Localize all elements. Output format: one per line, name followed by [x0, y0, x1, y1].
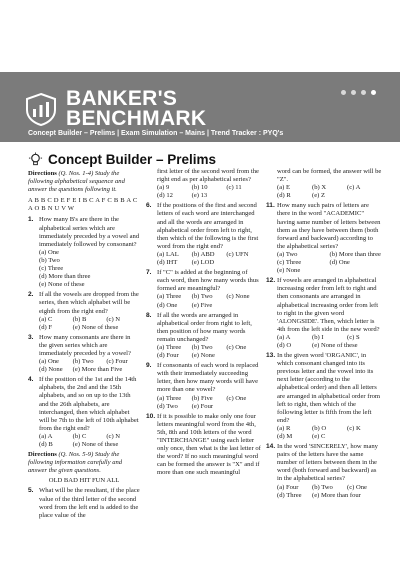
option: (d) IHT — [157, 259, 178, 267]
question-10 — [146, 413, 261, 478]
option: (a) R — [277, 424, 291, 432]
option: (c) N — [106, 315, 121, 323]
brand-title-line1: BANKER'S — [66, 87, 178, 110]
option: (d) One — [157, 301, 178, 309]
dot — [351, 90, 356, 95]
option: (e) Five — [191, 301, 213, 309]
question-text: If all the words are arranged in alphabetical order from right to left, then position of how many words remain unchanged? — [157, 311, 252, 343]
question-text: If vowels are arranged in alphabetical increasing order from left to right and then consonants are arranged in alphabetical increasing order from left to right in the given word 'ALONGSIDE'. Then, which letter is 4th from the left side in the new word? — [277, 277, 380, 333]
option: (e) None of these — [72, 441, 119, 448]
question-number: 14. — [266, 443, 276, 451]
option: (b) Two — [191, 343, 213, 351]
question-number: 10. — [146, 412, 156, 420]
column-1 — [28, 170, 140, 520]
option: (d) 12 — [157, 192, 173, 200]
question-text: If consonants of each word is replaced with their immediately succeeding letter, then how many words will have more than one vowel? — [157, 362, 259, 394]
question-2 — [28, 291, 140, 331]
question-number: 4. — [28, 376, 34, 384]
question-number: 13. — [266, 352, 276, 360]
option: (d) More than three — [39, 273, 91, 281]
question-5-continued — [146, 168, 261, 200]
option: (a) Two — [277, 250, 298, 258]
option: (d) Four — [157, 352, 179, 360]
option: (c) 11 — [226, 184, 242, 192]
option: (b) ABD — [191, 250, 215, 258]
option: (d) B — [39, 441, 53, 448]
dot — [361, 90, 366, 95]
option: (b) Two — [72, 358, 94, 366]
question-number: 1. — [28, 216, 34, 224]
option: (b) Two — [191, 293, 213, 301]
question-11 — [266, 202, 382, 275]
tagline: Concept Builder – Prelims | Exam Simulation – Mains | Trend Tracker : PYQ's — [28, 130, 284, 137]
question-number: 3. — [28, 333, 34, 341]
option: (e) 13 — [191, 192, 208, 200]
option: (c) A — [347, 184, 361, 192]
question-13 — [266, 352, 382, 441]
option: (e) Four — [191, 402, 214, 410]
question-number: 5. — [28, 487, 34, 495]
option: (a) One — [39, 248, 59, 256]
option: (b) C — [72, 432, 87, 440]
question-text: What will be the resultant, if the place value of the third letter of the second word from the left end is added to the place value of the — [39, 487, 140, 519]
question-6 — [146, 202, 261, 267]
option: (b) B — [72, 315, 87, 323]
question-7 — [146, 269, 261, 309]
option: (b) X — [312, 184, 327, 192]
alphabet-sequence: A B B C D E F E I B C A F C B B A C A O B N U V W — [28, 197, 138, 213]
directions-2 — [28, 451, 140, 475]
section-title: Concept Builder – Prelims — [48, 152, 217, 167]
option: (c) UFN — [226, 250, 249, 258]
option: (a) Three — [157, 293, 182, 301]
section-heading — [28, 152, 216, 167]
question-number: 2. — [28, 291, 34, 299]
question-9 — [146, 362, 261, 411]
option: (b) I — [312, 333, 324, 341]
column-3 — [266, 168, 382, 500]
option: (e) Z — [312, 192, 325, 200]
question-text: word can be formed, the answer will be "Z". — [277, 168, 382, 184]
option: (e) None of these — [312, 341, 358, 349]
question-8 — [146, 312, 261, 361]
question-number: 6. — [146, 202, 152, 210]
option: (a) Three — [157, 343, 182, 351]
question-text: If the position of the 1st and the 14th alphabets, the 2nd and the 15th alphabets, and so on up to the 13th and the 26th alphabets, are interchanged, then which alphabet will be 7th to the left of 10th alphabet from the right end? — [39, 376, 139, 432]
option: (a) E — [277, 184, 290, 192]
option: (e) More than Five — [72, 366, 123, 374]
option: (d) M — [277, 433, 293, 440]
question-number: 9. — [146, 362, 152, 370]
option: (c) Four — [106, 358, 128, 366]
question-number: 12. — [266, 277, 276, 285]
option: (c) One — [226, 343, 247, 351]
option: (b) Five — [191, 394, 213, 402]
option: (b) Two — [312, 483, 333, 491]
option: (c) N — [106, 432, 121, 440]
question-text: In the given word 'ORGANIC', in which consonant changed into its previous letter and the vowel into its next letter (according to the alphabetical order) and then all letters are arranged in alphabetical order from left to right, then which of the following letter is fifth from the left end? — [277, 352, 381, 424]
option: (a) One — [39, 358, 59, 366]
option: (c) S — [347, 333, 360, 341]
question-text: If "C" is added at the beginning of each word, then how many words thus formed are meaningful? — [157, 269, 259, 293]
option: (d) F — [39, 323, 53, 331]
option: (d) Three — [277, 491, 302, 499]
lightbulb-icon — [28, 152, 43, 167]
shield-chart-icon — [24, 92, 58, 126]
question-5 — [28, 487, 140, 519]
question-text: first letter of the second word from the right end as per alphabetical series? — [157, 168, 259, 184]
option: (b) O — [312, 424, 327, 432]
question-text: How many B's are there in the alphabetical series which are immediately preceded by a vowel and immediately followed by consonant? — [39, 216, 140, 248]
question-3 — [28, 334, 140, 374]
option: (e) None of these — [39, 281, 85, 289]
directions-label: Directions — [28, 170, 57, 177]
option: (d) R — [277, 192, 291, 200]
question-text: If the positions of the first and second letters of each word are interchanged and all the words are arranged in alphabetical order from left to right, then which of the following is the first word from the right end? — [157, 202, 259, 250]
option: (e) More than four — [312, 491, 361, 499]
option: (b) Two — [39, 256, 60, 264]
question-text: If it is possible to make only one four letters meaningful word from the 4th, 5th, 8th and 10th letters of the word "INTERCHANGE" using each letter only once, then what is the last letter of the word? If no such meaningful word can be formed the answer is "X" and if more than one such meaningful — [157, 412, 261, 477]
directions-label: Directions — [28, 451, 57, 459]
question-number: 11. — [266, 202, 275, 210]
question-text: How many consonants are there in the given series which are immediately preceded by a vowel? — [39, 333, 131, 357]
question-1 — [28, 216, 140, 289]
option: (d) One — [329, 259, 350, 267]
option: (d) None — [39, 366, 63, 374]
option: (c) Three — [277, 259, 302, 267]
question-10-continued — [266, 168, 382, 200]
dot-active — [371, 90, 376, 95]
question-number: 7. — [146, 269, 152, 277]
option: (a) LAL — [157, 250, 179, 258]
option: (c) One — [226, 394, 247, 402]
option: (e) None — [191, 352, 215, 360]
option: (a) A — [277, 333, 291, 341]
dot — [341, 90, 346, 95]
brand-title-line2: BENCHMARK — [66, 107, 207, 130]
option: (a) 9 — [157, 184, 170, 192]
option: (a) A — [39, 432, 53, 440]
option: (e) None of these — [72, 323, 119, 331]
option: (c) K — [347, 424, 361, 432]
question-4 — [28, 376, 140, 449]
pagination-dots — [341, 90, 376, 95]
option: (d) O — [277, 341, 292, 349]
directions-1 — [28, 170, 140, 194]
option: (c) Three — [39, 265, 64, 273]
column-2 — [146, 168, 261, 477]
word-phrase: OLD BAD HIT FUN ALL — [48, 477, 120, 485]
question-text: In the word 'SINCERELY', how many pairs of the letters have the same number of letters between them in the word (both forward and backward) as in the alphabetical series? — [277, 443, 378, 483]
option: (c) None — [226, 293, 250, 301]
option: (a) Three — [157, 394, 182, 402]
option: (e) C — [312, 433, 326, 440]
question-12 — [266, 277, 382, 350]
question-number: 8. — [146, 311, 152, 319]
question-text: How many such pairs of letters are there in the word "ACADEMIC" having same number of letters between them as they have between them (both forward and backward) according to the alphabetical series? — [277, 202, 381, 250]
option: (b) 10 — [191, 184, 208, 192]
question-14 — [266, 443, 382, 500]
option: (a) C — [39, 315, 53, 323]
option: (b) More than three — [329, 250, 381, 258]
option: (e) None — [277, 267, 301, 275]
directions-text: (Q. Nos. 5-9) Study the following information carefully and answer the given questions. — [28, 451, 123, 475]
directions-text: (Q. Nos. 1-4) Study the following alphabetical sequence and answer the questions following it. — [28, 170, 125, 194]
option: (a) Four — [277, 483, 299, 491]
option: (c) One — [347, 483, 367, 491]
question-text: If all the vowels are dropped from the series, then which alphabet will be eighth from the right end? — [39, 291, 139, 315]
option: (e) LOD — [191, 259, 215, 267]
option: (d) Two — [157, 402, 178, 410]
